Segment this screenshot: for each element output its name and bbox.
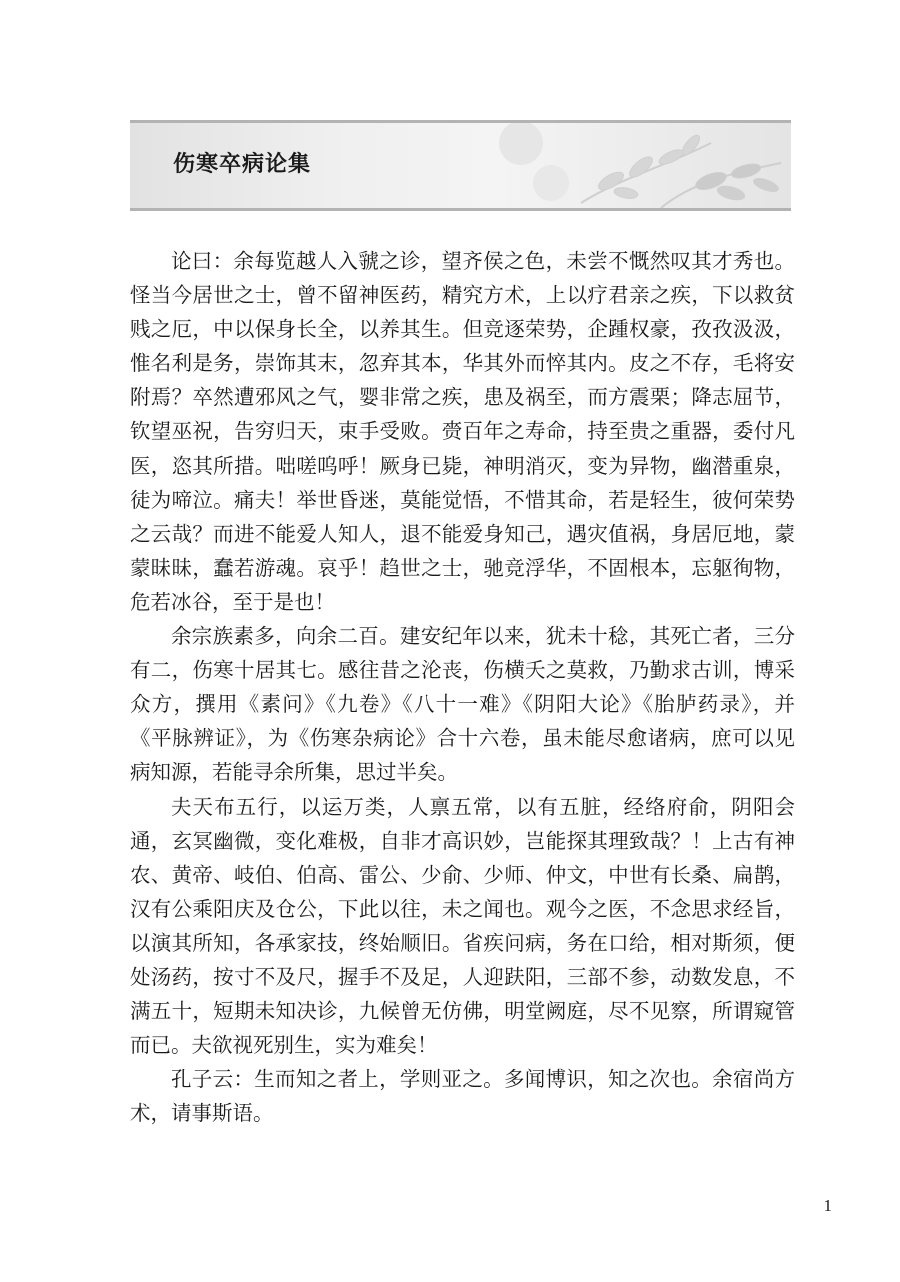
document-body xyxy=(130,244,795,1130)
chapter-banner xyxy=(130,120,791,211)
chapter-title: 伤寒卒病论集 xyxy=(173,152,312,177)
leaf-decoration-icon xyxy=(461,123,791,208)
page-number: 1 xyxy=(823,1196,832,1215)
paragraph: 夫天布五行，以运万类，人禀五常，以有五脏，经络府俞，阴阳会通，玄冥幽微，变化难极，自非才高识妙，岂能探其理致哉？！上古有神农、黄帝、岐伯、伯高、雷公、少俞、少师、仲文，中世有长桑、扁鹊，汉有公乘阳庆及仓公，下此以往，未之闻也。观今之医，不念思求经旨，以演其所知，各承家技，终始顺旧。省疾问病，务在口给，相对斯须，便处汤药，按寸不及尺，握手不及足，人迎趺阳，三部不参，动数发息，不满五十，短期未知决诊，九候曾无仿佛，明堂阙庭，尽不见察，所谓窥管而已。夫欲视死别生，实为难矣！ xyxy=(130,794,795,1058)
paragraph: 余宗族素多，向余二百。建安纪年以来，犹未十稔，其死亡者，三分有二，伤寒十居其七。感往昔之沦丧，伤横夭之莫救，乃勤求古训，博采众方，撰用《素问》《九卷》《八十一难》《阴阳大论》《胎胪药录》，并《平脉辨证》，为《伤寒杂病论》合十六卷，虽未能尽愈诸病，庶可以见病知源，若能寻余所集，思过半矣。 xyxy=(130,624,795,785)
paragraph: 论曰：余每览越人入虢之诊，望齐侯之色，未尝不慨然叹其才秀也。怪当今居世之士，曾不留神医药，精究方术，上以疗君亲之疾，下以救贫贱之厄，中以保身长全，以养其生。但竞逐荣势，企踵权豪，孜孜汲汲，惟名利是务，崇饰其末，忽弃其本，华其外而悴其内。皮之不存，毛将安附焉？卒然遭邪风之气，婴非常之疾，患及祸至，而方震栗；降志屈节，钦望巫祝，告穷归天，束手受败。赍百年之寿命，持至贵之重器，委付凡医，恣其所措。咄嗟呜呼！厥身已毙，神明消灭，变为异物，幽潜重泉，徒为啼泣。痛夫！举世昏迷，莫能觉悟，不惜其命，若是轻生，彼何荣势之云哉？而进不能爱人知人，退不能爱身知己，遇灾值祸，身居厄地，蒙蒙昧昧，蠢若游魂。哀乎！趋世之士，驰竞浮华，不固根本，忘躯徇物，危若冰谷，至于是也！ xyxy=(130,249,795,614)
paragraph: 孔子云：生而知之者上，学则亚之。多闻博识，知之次也。余宿尚方术，请事斯语。 xyxy=(130,1067,795,1126)
